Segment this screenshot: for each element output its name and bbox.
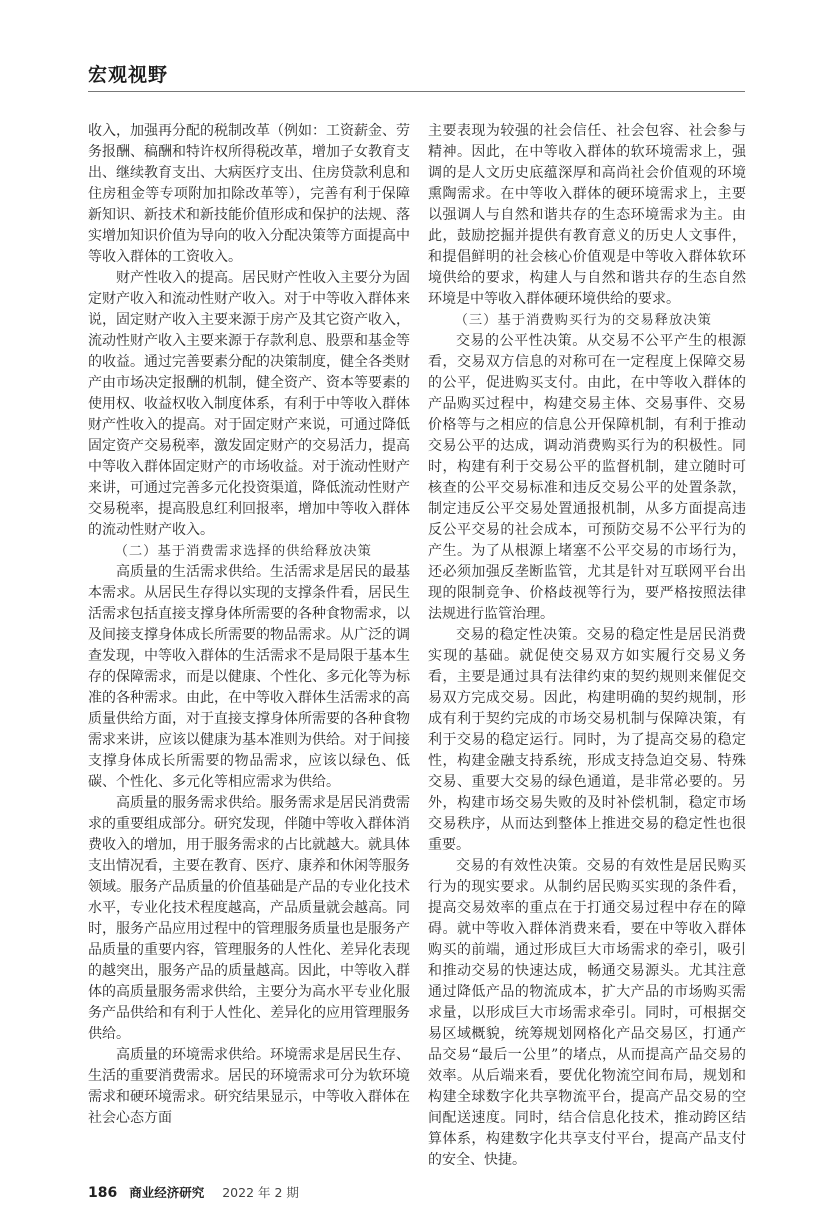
issue-info: 2022 年 2 期 bbox=[222, 1185, 299, 1200]
paragraph: 财产性收入的提高。居民财产性收入主要分为固定财产收入和流动性财产收入。对于中等收入群体来说，固定财产收入主要来源于房产及其它资产收入，流动性财产收入主要来源于存款利息、股票和基金等的收益。通过完善要素分配的决策制度，健全各类财产由市场决定报酬的机制，健全资产、资本等要素的使用权、收益权收入制度体系，有利于中等收入群体财产性收入的提高。对于固定财产来说，可通过降低固定资产交易税率，激发固定财产的交易活力，提高中等收入群体固定财产的市场收益。对于流动性财产来讲，可通过完善多元化投资渠道，降低流动性财产交易税率，提高股息红利回报率，增加中等收入群体的流动性财产收入。 bbox=[88, 270, 410, 538]
paragraph: 高质量的环境需求供给。环境需求是居民生存、生活的重要消费需求。居民的环境需求可分为软环境需求和硬环境需求。研究结果显示，中等收入群体在社会心态方面 bbox=[88, 1047, 410, 1126]
subsection-heading: （二）基于消费需求选择的供给释放决策 bbox=[114, 544, 372, 559]
paragraph: 交易的公平性决策。从交易不公平产生的根源看，交易双方信息的对称可在一定程度上保障交易的公平，促进购买支付。由此，在中等收入群体的产品购买过程中，构建交易主体、交易事件、交易价格等与之相应的信息公开保障机制，有利于推动交易公平的达成，调动消费购买行为的积极性。同时，构建有利于交易公平的监督机制，建立随时可核查的公平交易标准和违反交易公平的处置条款，制定违反公平交易处置通报机制，从多方面提高违反公平交易的社会成本，可预防交易不公平行为的产生。为了从根源上堵塞不公平交易的市场行为，还必须加强反垄断监管，尤其是针对互联网平台出现的限制竞争、价格歧视等行为，要严格按照法律法规进行监管治理。 bbox=[428, 333, 746, 622]
section-title: 宏观视野 bbox=[88, 64, 169, 86]
paragraph: 主要表现为较强的社会信任、社会包容、社会参与精神。因此，在中等收入群体的软环境需求上，强调的是人文历史底蕴深厚和高尚社会价值观的环境熏陶需求。在中等收入群体的硬环境需求上，主要以强调人与自然和谐共存的生态环境需求为主。由此，鼓励挖掘并提供有教育意义的历史人文事件，和提倡鲜明的社会核心价值观是中等收入群体软环境供给的要求，构建人与自然和谐共存的生态自然环境是中等收入群体硬环境供给的要求。 bbox=[428, 123, 746, 307]
page-footer bbox=[88, 1185, 299, 1201]
paragraph: 交易的稳定性决策。交易的稳定性是居民消费实现的基础。就促使交易双方如实履行交易义务看，主要是通过具有法律约束的契约规则来催促交易双方完成交易。因此，构建明确的契约规制，形成有利于契约完成的市场交易机制与保障决策，有利于交易的稳定运行。同时，为了提高交易的稳定性，构建金融支持系统，形成支持急迫交易、特殊交易、重要大交易的绿色通道，是非常必要的。另外，构建市场交易失败的及时补偿机制，稳定市场交易秩序，从而达到整体上推进交易的稳定性也很重要。 bbox=[428, 627, 746, 853]
paragraph: 收入，加强再分配的税制改革（例如：工资薪金、劳务报酬、稿酬和特许权所得税改革，增加子女教育支出、继续教育支出、大病医疗支出、住房贷款利息和住房租金等专项附加扣除改革等），完善有利于保障新知识、新技术和新技能价值形成和保护的法规、落实增加知识价值为导向的收入分配决策等方面提高中等收入群体的工资收入。 bbox=[88, 123, 410, 265]
journal-name: 商业经济研究 bbox=[129, 1185, 205, 1200]
paragraph: 高质量的服务需求供给。服务需求是居民消费需求的重要组成部分。研究发现，伴随中等收入群体消费收入的增加，用于服务需求的占比就越大。就具体支出情况看，主要在教育、医疗、康养和休闲等服务领域。服务产品质量的价值基础是产品的专业化技术水平，专业化技术程度越高，产品质量就会越高。同时，服务产品应用过程中的管理服务质量也是服务产品质量的重要内容，管理服务的人性化、差异化表现的越突出，服务产品的质量越高。因此，中等收入群体的高质量服务需求供给，主要分为高水平专业化服务产品供给和有利于人性化、差异化的应用管理服务供给。 bbox=[88, 795, 410, 1042]
subsection-heading: （三）基于消费购买行为的交易释放决策 bbox=[454, 313, 712, 328]
right-column bbox=[428, 121, 746, 1171]
paragraph: 高质量的生活需求供给。生活需求是居民的最基本需求。从居民生存得以实现的支撑条件看，居民生活需求包括直接支撑身体所需要的各种食物需求，以及间接支撑身体成长所需要的物品需求。从广泛的调查发现，中等收入群体的生活需求不是局限于基本生存的保障需求，而是以健康、个性化、多元化等为标准的各种需求。由此，在中等收入群体生活需求的高质量供给方面，对于直接支撑身体所需要的各种食物需求来讲，应该以健康为基本准则为供给。对于间接支撑身体成长所需要的物品需求，应该以绿色、低碳、个性化、多元化等相应需求为供给。 bbox=[88, 564, 410, 790]
paragraph: 交易的有效性决策。交易的有效性是居民购买行为的现实要求。从制约居民购买实现的条件看，提高交易效率的重点在于打通交易过程中存在的障碍。就中等收入群体消费来看，要在中等收入群体购买的前端，通过形成巨大市场需求的牵引，吸引和推动交易的快速达成，畅通交易源头。尤其注意通过降低产品的物流成本，扩大产品的市场购买需求量，以形成巨大市场需求牵引。同时，可根据交易区域概貌，统筹规划网格化产品交易区，打通产品交易“最后一公里”的堵点，从而提高产品交易的效率。从后端来看，要优化物流空间布局，规划和构建全球数字化共享物流平台，提高产品交易的空间配送速度。同时，结合信息化技术，推动跨区结算体系，构建数字化共享支付平台，提高产品支付的安全、快捷。 bbox=[428, 858, 746, 1168]
left-column bbox=[88, 121, 410, 1129]
header-divider bbox=[88, 91, 745, 92]
page-number: 186 bbox=[88, 1185, 118, 1201]
